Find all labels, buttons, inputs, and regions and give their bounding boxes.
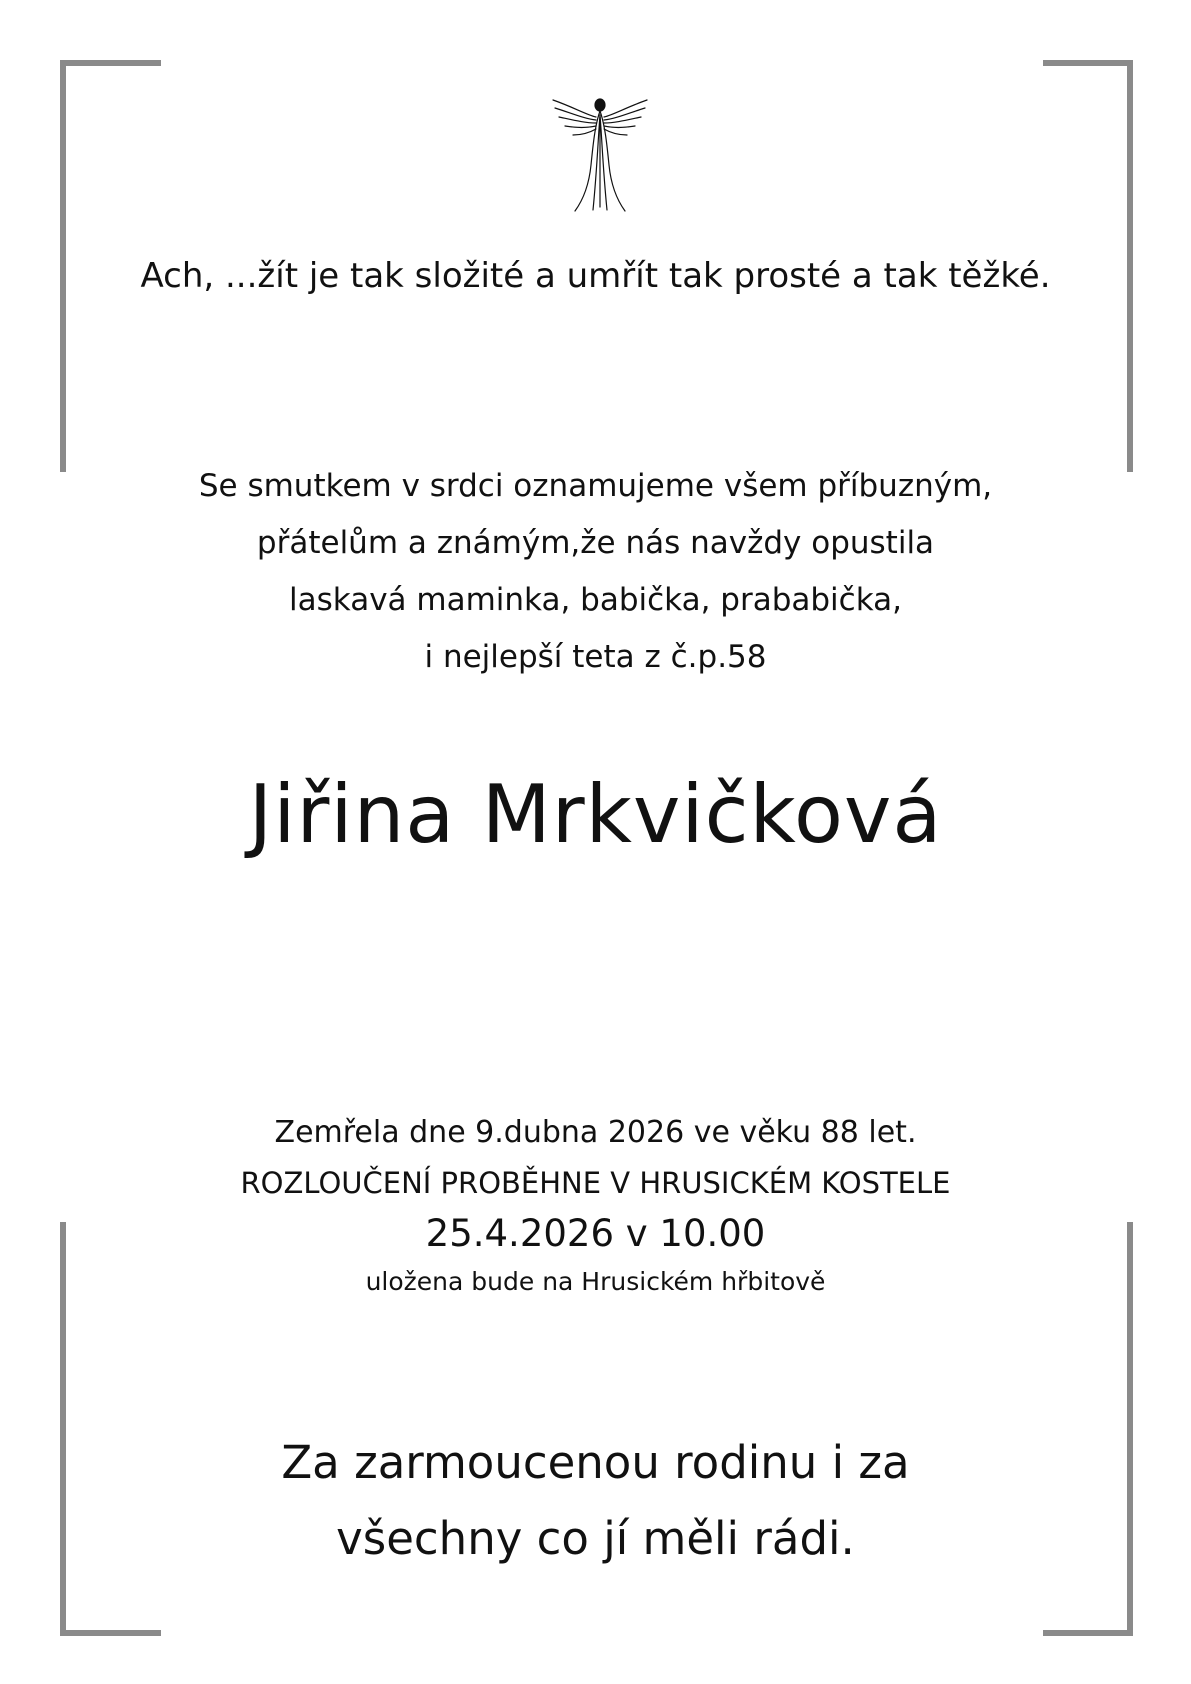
closing-line-1: Za zarmoucenou rodinu i za bbox=[281, 1436, 910, 1489]
deceased-name: Jiřina Mrkvičková bbox=[248, 768, 943, 861]
motto-text: Ach, ...žít je tak složité a umřít tak prosté a tak těžké. bbox=[140, 256, 1051, 296]
announcement-line-2: přátelům a známým,že nás navždy opustila bbox=[256, 525, 935, 561]
announcement-line-3: laskavá maminka, babička, prababička, bbox=[289, 582, 902, 618]
angel-icon bbox=[545, 95, 655, 215]
announcement-line-1: Se smutkem v srdci oznamujeme všem příbuzným, bbox=[198, 468, 993, 504]
burial-text: uložena bude na Hrusickém hřbitově bbox=[365, 1267, 826, 1296]
farewell-datetime-text: 25.4.2026 v 10.00 bbox=[425, 1212, 766, 1255]
death-date-text: Zemřela dne 9.dubna 2026 ve věku 88 let. bbox=[274, 1115, 917, 1150]
closing-line-2: všechny co jí měli rádi. bbox=[336, 1512, 855, 1565]
farewell-location-text: ROZLOUČENÍ PROBĚHNE V HRUSICKÉM KOSTELE bbox=[240, 1166, 951, 1200]
announcement-line-4: i nejlepší teta z č.p.58 bbox=[424, 639, 767, 675]
